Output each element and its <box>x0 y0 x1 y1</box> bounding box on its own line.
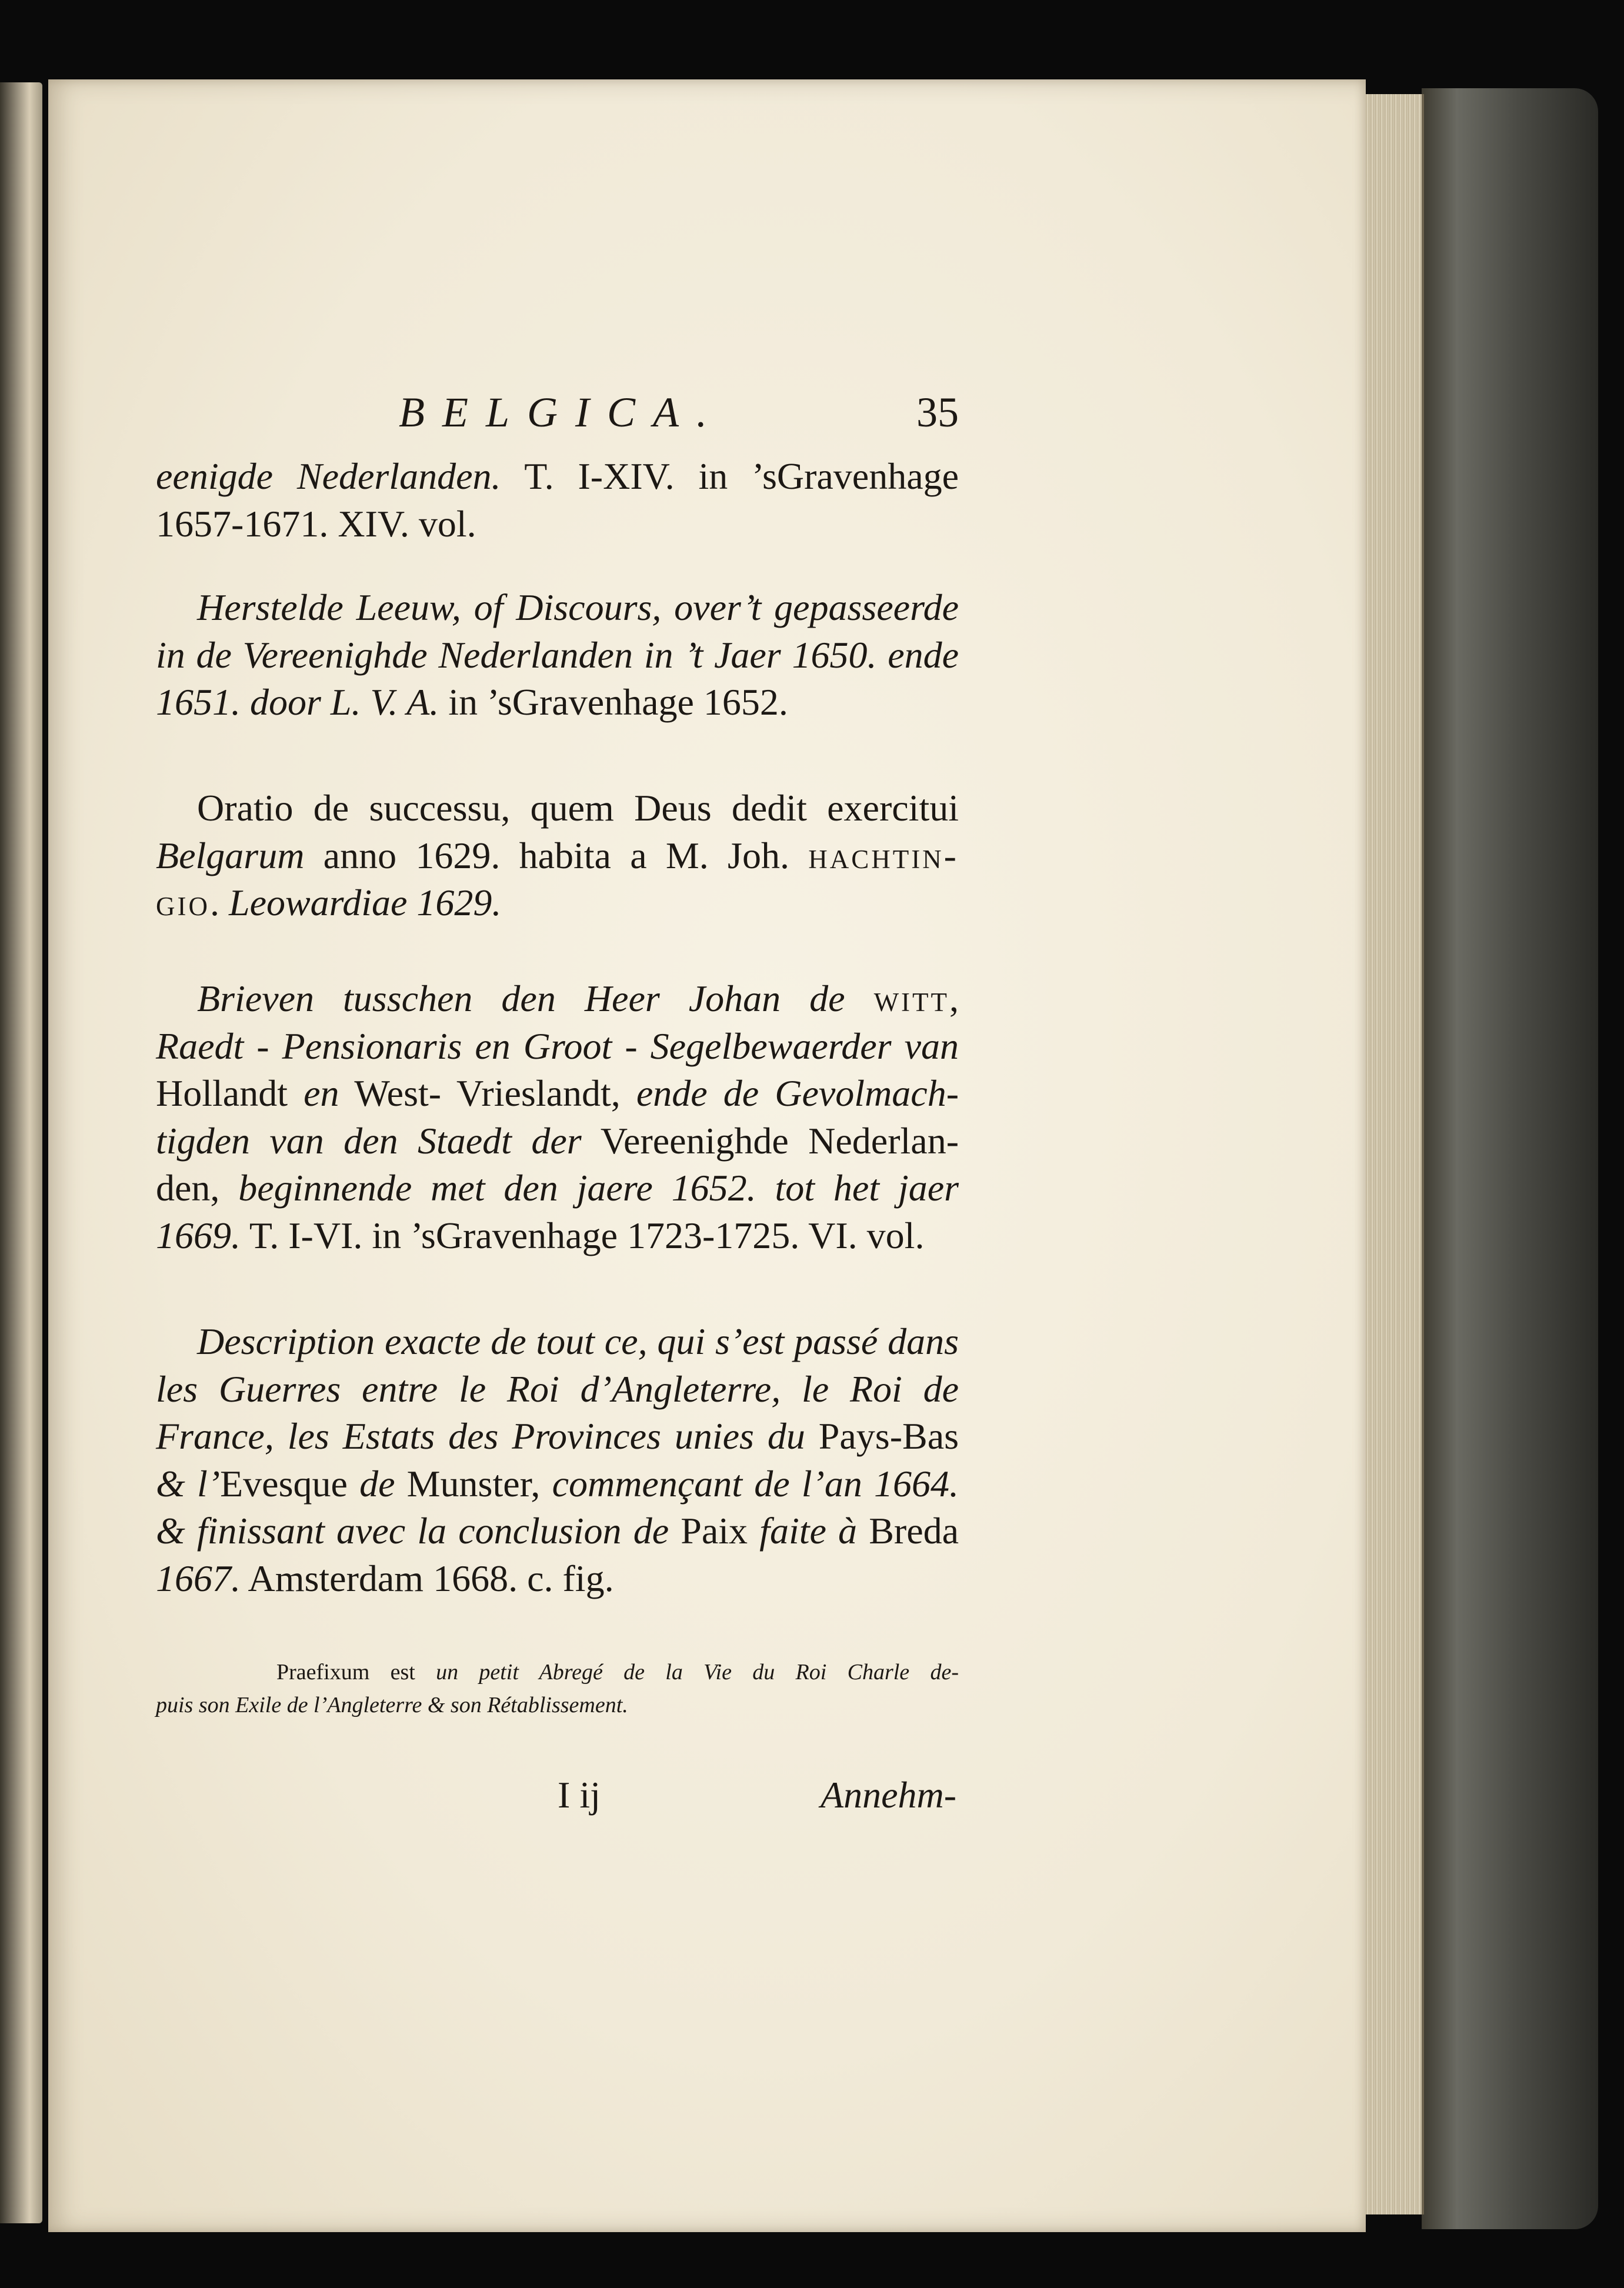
catalog-entry-5 <box>156 1318 959 1602</box>
entry-line: 1657-1671. XIV. vol. <box>156 502 476 545</box>
entry-line: gio. Leowardiae 1629. <box>156 882 502 923</box>
catalog-entry-1 <box>156 453 959 548</box>
entry-line: tigden van den Staedt der Vereenighde Nederlan- <box>156 1119 959 1162</box>
entry-line: Herstelde Leeuw, of Discours, over’t gepasseerde <box>197 586 959 628</box>
left-page-edge <box>0 82 42 2223</box>
entry-line: 1669. T. I-VI. in ’sGravenhage 1723-1725. VI. vol. <box>156 1214 925 1256</box>
catalog-entry-3 <box>156 785 959 927</box>
entry-line: in de Vereenighde Nederlanden in ’t Jaer 1650. ende <box>156 633 959 676</box>
catchword: Annehm- <box>820 1774 956 1816</box>
entry-line: Brieven tusschen den Heer Johan de witt, <box>197 978 959 1019</box>
entry-line: France, les Estats des Provinces unies du Pays-Bas <box>156 1415 959 1457</box>
entry-line: den, beginnende met den jaere 1652. tot het jaer <box>156 1167 959 1209</box>
running-head <box>156 388 959 447</box>
entry-line: Oratio de successu, quem Deus dedit exercitui <box>197 787 959 829</box>
entry-line: eenigde Nederlanden. T. I-XIV. in ’sGravenhage <box>156 455 959 497</box>
signature-mark: I ij <box>558 1774 601 1816</box>
footnote-line: Praefixum est un petit Abregé de la Vie du Roi Charle de- <box>276 1660 959 1685</box>
footnote-line: puis son Exile de l’Angleterre & son Rétablissement. <box>156 1693 628 1717</box>
entry-line: & l’Evesque de Munster, commençant de l’an 1664. <box>156 1462 959 1505</box>
book-cover <box>1422 88 1598 2229</box>
entry-line: Hollandt en West- Vrieslandt, ende de Gevolmach- <box>156 1072 959 1114</box>
running-title: BELGICA. <box>399 389 725 436</box>
footnote <box>156 1656 959 1722</box>
catalog-entry-2 <box>156 584 959 726</box>
entry-line: & finissant avec la conclusion de Paix faite à Breda <box>156 1510 959 1552</box>
page-number: 35 <box>916 389 959 436</box>
entry-line: Description exacte de tout ce, qui s’est passé dans <box>197 1320 959 1362</box>
page-block-edges <box>1360 94 1424 2214</box>
entry-line: 1667. Amsterdam 1668. c. fig. <box>156 1557 614 1599</box>
catalog-entry-4 <box>156 975 959 1259</box>
entry-line: Raedt - Pensionaris en Groot - Segelbewaerder van <box>156 1025 959 1067</box>
entry-line: les Guerres entre le Roi d’Angleterre, le Roi de <box>156 1368 959 1410</box>
entry-line: 1651. door L. V. A. in ’sGravenhage 1652. <box>156 681 788 723</box>
entry-line: Belgarum anno 1629. habita a M. Joh. hachtin- <box>156 834 959 876</box>
